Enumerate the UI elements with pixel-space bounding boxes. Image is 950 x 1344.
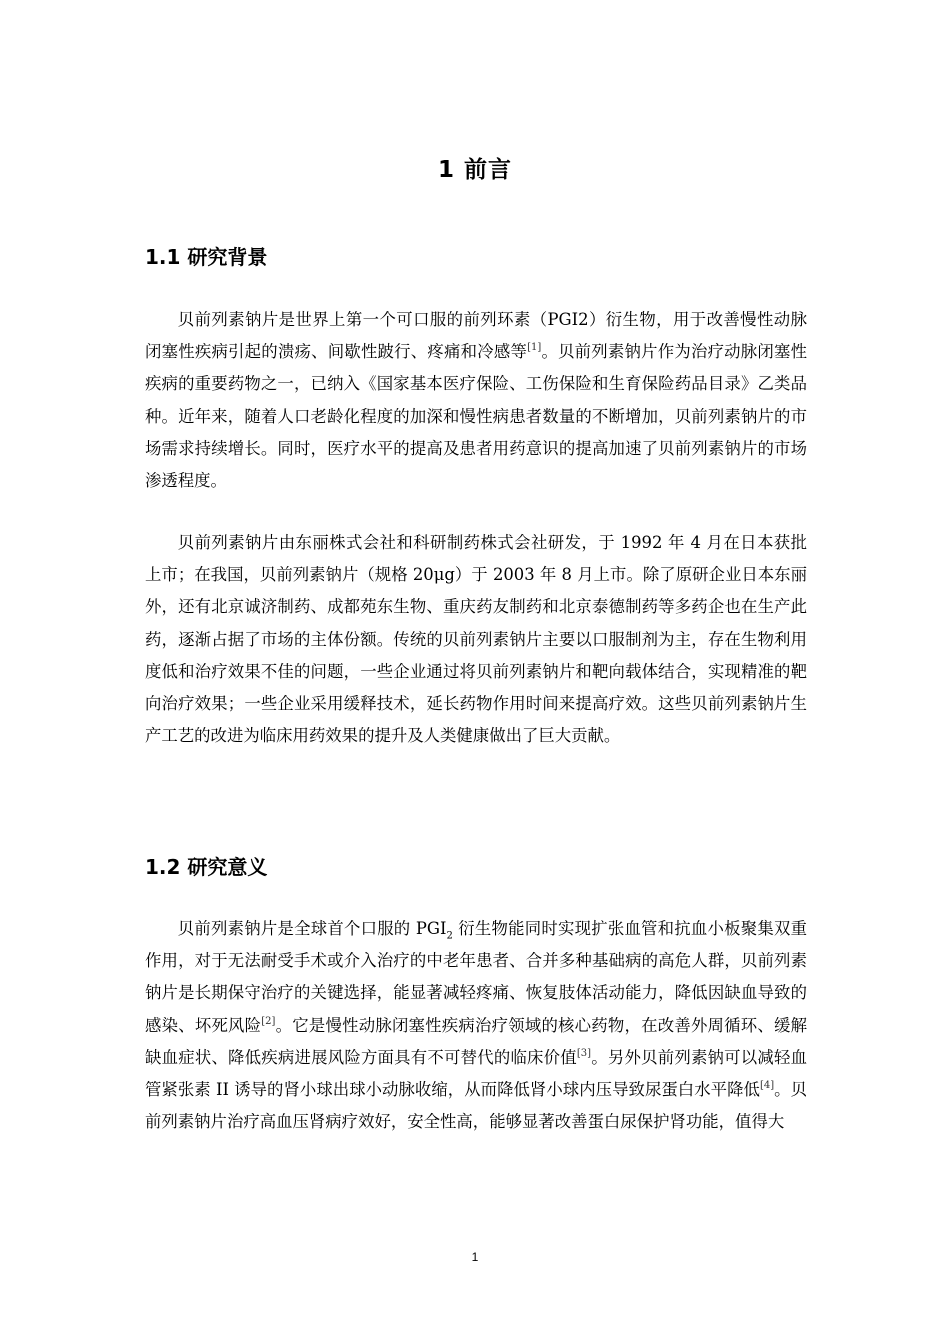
paragraph-significance-1 bbox=[145, 913, 807, 1138]
section-heading-significance: 1.2 研究意义 bbox=[145, 855, 268, 879]
citation-ref: [2] bbox=[261, 1015, 276, 1027]
text-segment: 贝前列素钠片是世界上第一个可口服的前列环素（PGI2）衍生物，用于改善慢性动脉闭塞性疾病引起的溃疡、间歇性跛行、疼痛和冷感等 bbox=[145, 310, 807, 362]
citation-ref: [1] bbox=[527, 342, 542, 354]
paragraph-background-2 bbox=[145, 527, 807, 752]
text-segment: 。贝前列素钠片作为治疗动脉闭塞性疾病的重要药物之一，已纳入《国家基本医疗保险、工伤保险和生育保险药品目录》乙类品种。近年来，随着人口老龄化程度的加深和慢性病患者数量的不断增加，贝前列素钠片的市场需求持续增长。同时，医疗水平的提高及患者用药意识的提高加速了贝前列素钠片的市场渗透程度。 bbox=[145, 342, 808, 491]
citation-ref: [4] bbox=[759, 1080, 775, 1092]
chapter-title: 1 前言 bbox=[437, 157, 512, 183]
citation-ref: [3] bbox=[576, 1047, 592, 1059]
text-segment: 贝前列素钠片是全球首个口服的 PGI bbox=[177, 919, 447, 938]
paragraph-background-1 bbox=[145, 304, 807, 497]
text-segment: 。另外贝前列素钠可以减轻血管紧张素 II 诱导的肾小球出球小动脉收缩，从而降低肾小球内压导致尿蛋白水平降低 bbox=[145, 1047, 808, 1100]
section-heading-background: 1.1 研究背景 bbox=[145, 245, 268, 269]
page-number: 1 bbox=[471, 1250, 479, 1264]
text-segment: 衍生物能同时实现扩张血管和抗血小板聚集双重作用，对于无法耐受手术或介入治疗的中老年患者、合并多种基础病的高危人群，贝前列素钠片是长期保守治疗的关键选择，能显著减轻疼痛、恢复肢体活动能力，降低因缺血导致的感染、坏死风险 bbox=[145, 919, 807, 1035]
text-segment: 。贝前列素钠片治疗高血压肾病疗效好，安全性高，能够显著改善蛋白尿保护肾功能，值得大 bbox=[145, 1080, 808, 1132]
text-segment: 贝前列素钠片由东丽株式会社和科研制药株式会社研发，于 1992 年 4 月在日本获批上市；在我国，贝前列素钠片（规格 20μg）于 2003 年 8 月上市。除了原研企业日本东丽外，还有北京诚济制药、成都苑东生物、重庆药友制药和北京泰德制药等多药企也在生产此药，逐渐占据了市场的主体份额。传统的贝前列素钠片主要以口服制剂为主，存在生物利用度低和治疗效果不佳的问题，一些企业通过将贝前列素钠片和靶向载体结合，实现精准的靶向治疗效果；一些企业采用缓释技术，延长药物作用时间来提高疗效。这些贝前列素钠片生产工艺的改进为临床用药效果的提升及人类健康做出了巨大贡献。 bbox=[145, 533, 807, 746]
subscript: 2 bbox=[446, 930, 453, 942]
text-segment: 。它是慢性动脉闭塞性疾病治疗领域的核心药物，在改善外周循环、缓解缺血症状、降低疾病进展风险方面具有不可替代的临床价值 bbox=[145, 1015, 808, 1067]
